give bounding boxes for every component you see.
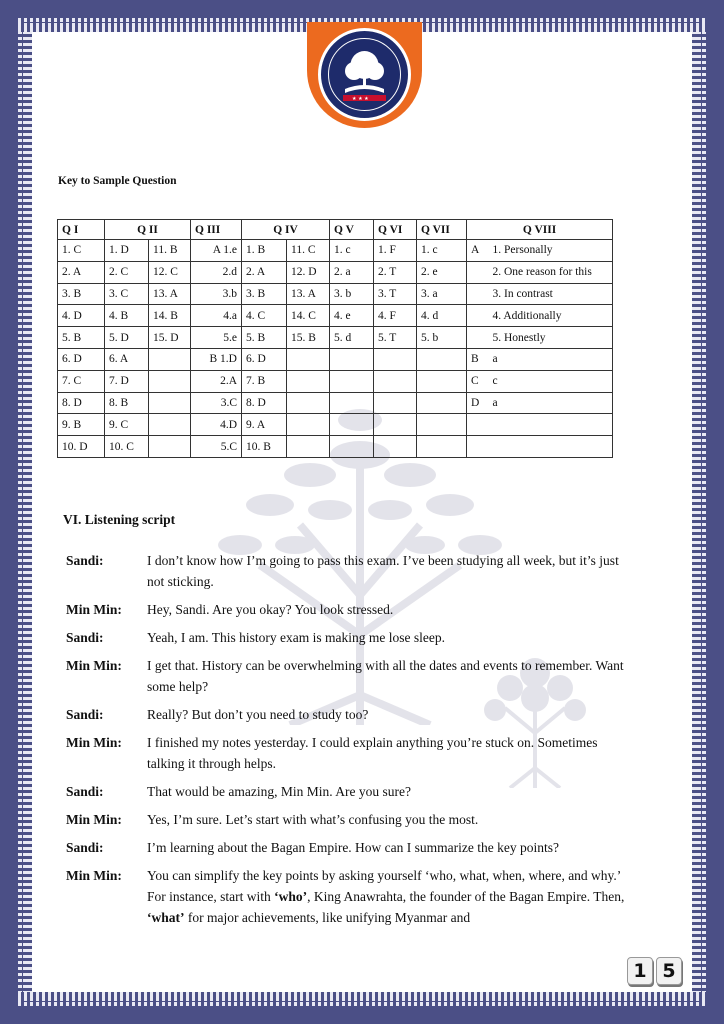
table-row <box>58 327 613 349</box>
table-cell <box>417 392 467 414</box>
table-cell: 4.D <box>191 414 242 436</box>
table-cell <box>330 370 374 392</box>
table-cell: 8. B <box>105 392 149 414</box>
speech: Hey, Sandi. Are you okay? You look stressed. <box>147 602 394 617</box>
table-cell: 8. D <box>242 392 287 414</box>
table-cell: 3. b <box>330 283 374 305</box>
dialogue-line <box>66 704 626 725</box>
logo-emblem <box>318 28 411 121</box>
table-cell: 2. a <box>330 261 374 283</box>
table-cell: 4. e <box>330 305 374 327</box>
table-cell <box>330 414 374 436</box>
dialogue-line <box>66 550 626 592</box>
table-cell: 3. In contrast <box>489 283 613 305</box>
table-cell: 2. One reason for this <box>489 261 613 283</box>
table-cell: 1. B <box>242 240 287 262</box>
page-number-digit: 1 <box>627 957 653 985</box>
table-cell: 5. B <box>242 327 287 349</box>
table-cell <box>149 348 191 370</box>
table-cell <box>417 370 467 392</box>
table-cell: 3.b <box>191 283 242 305</box>
table-cell: A 1.e <box>191 240 242 262</box>
table-cell: 13. A <box>149 283 191 305</box>
table-cell: a <box>489 392 613 414</box>
table-cell <box>489 436 613 458</box>
table-cell: 4.a <box>191 305 242 327</box>
table-cell <box>417 348 467 370</box>
table-cell: 2. A <box>58 261 105 283</box>
table-cell: 9. B <box>58 414 105 436</box>
table-cell <box>374 392 417 414</box>
speech: I don’t know how I’m going to pass this exam. I’ve been studying all week, but it’s just not sticking. <box>147 553 619 589</box>
table-row <box>58 283 613 305</box>
table-cell: 5. T <box>374 327 417 349</box>
speech-part: You can simplify the key points by asking yourself ‘who, what, when, where, and why.’ For instance, start with <box>147 868 621 904</box>
table-cell <box>374 348 417 370</box>
header-q7: Q VII <box>417 220 467 240</box>
table-row <box>58 414 613 436</box>
table-cell <box>330 392 374 414</box>
table-cell: 2.d <box>191 261 242 283</box>
table-cell: 4. d <box>417 305 467 327</box>
table-cell: 2. e <box>417 261 467 283</box>
dialogue-line <box>66 865 626 928</box>
speech-bold: ‘what’ <box>147 910 185 925</box>
table-cell: 5.C <box>191 436 242 458</box>
table-row <box>58 370 613 392</box>
table-cell: 7. C <box>58 370 105 392</box>
table-cell: 1. C <box>58 240 105 262</box>
table-cell <box>417 436 467 458</box>
table-cell: 9. C <box>105 414 149 436</box>
header-q5: Q V <box>330 220 374 240</box>
table-cell <box>374 370 417 392</box>
dialogue-line <box>66 732 626 774</box>
table-cell: 3. T <box>374 283 417 305</box>
table-cell <box>374 436 417 458</box>
header-q6: Q VI <box>374 220 417 240</box>
table-cell: 6. A <box>105 348 149 370</box>
table-cell: c <box>489 370 613 392</box>
table-cell: 5.e <box>191 327 242 349</box>
table-header-row <box>58 220 613 240</box>
table-cell <box>467 261 489 283</box>
speaker: Sandi: <box>66 840 104 855</box>
table-cell: 7. B <box>242 370 287 392</box>
speech-bold: ‘who’ <box>274 889 308 904</box>
table-cell: 1. F <box>374 240 417 262</box>
table-cell: 2. T <box>374 261 417 283</box>
table-cell: 4. C <box>242 305 287 327</box>
table-cell: 9. A <box>242 414 287 436</box>
table-cell: A <box>467 240 489 262</box>
table-cell: 5. B <box>58 327 105 349</box>
header-q2: Q II <box>105 220 191 240</box>
speech: That would be amazing, Min Min. Are you sure? <box>147 784 411 799</box>
speaker: Min Min: <box>66 735 122 750</box>
table-cell: D <box>467 392 489 414</box>
table-row <box>58 305 613 327</box>
table-cell <box>287 414 330 436</box>
table-cell: 1. Personally <box>489 240 613 262</box>
dialogue-line <box>66 809 626 830</box>
dialogue-line <box>66 837 626 858</box>
table-cell: 7. D <box>105 370 149 392</box>
table-cell: B <box>467 348 489 370</box>
table-cell <box>149 370 191 392</box>
answer-key-table <box>57 219 613 458</box>
table-cell: 3. a <box>417 283 467 305</box>
table-row <box>58 348 613 370</box>
table-cell: 5. d <box>330 327 374 349</box>
speaker: Min Min: <box>66 658 122 673</box>
table-cell: 3. B <box>242 283 287 305</box>
table-cell: 15. D <box>149 327 191 349</box>
speech: Yeah, I am. This history exam is making me lose sleep. <box>147 630 445 645</box>
table-cell: 1. D <box>105 240 149 262</box>
speech: I get that. History can be overwhelming with all the dates and events to remember. Want some help? <box>147 658 624 694</box>
speaker: Sandi: <box>66 553 104 568</box>
table-cell: C <box>467 370 489 392</box>
table-cell: 2. C <box>105 261 149 283</box>
table-cell: 2. A <box>242 261 287 283</box>
table-cell <box>489 414 613 436</box>
table-row <box>58 392 613 414</box>
table-cell <box>467 305 489 327</box>
header-q3: Q III <box>191 220 242 240</box>
speech: Yes, I’m sure. Let’s start with what’s confusing you the most. <box>147 812 479 827</box>
table-cell <box>467 327 489 349</box>
table-cell <box>374 414 417 436</box>
table-cell <box>287 348 330 370</box>
speaker: Sandi: <box>66 707 104 722</box>
speech: I finished my notes yesterday. I could explain anything you’re stuck on. Sometimes talking it through helps. <box>147 735 598 771</box>
table-cell <box>467 436 489 458</box>
speaker: Sandi: <box>66 630 104 645</box>
table-cell: 1. c <box>417 240 467 262</box>
table-cell: a <box>489 348 613 370</box>
speaker: Min Min: <box>66 868 122 883</box>
speech: Really? But don’t you need to study too? <box>147 707 369 722</box>
table-cell <box>149 414 191 436</box>
table-cell <box>287 370 330 392</box>
table-cell: 14. B <box>149 305 191 327</box>
table-cell: B 1.D <box>191 348 242 370</box>
table-cell: 13. A <box>287 283 330 305</box>
table-cell: 3. B <box>58 283 105 305</box>
table-cell: 1. c <box>330 240 374 262</box>
table-cell <box>149 436 191 458</box>
table-cell <box>467 414 489 436</box>
table-row <box>58 436 613 458</box>
listening-script <box>66 550 626 935</box>
table-cell <box>149 392 191 414</box>
table-cell: 10. C <box>105 436 149 458</box>
speaker: Sandi: <box>66 784 104 799</box>
table-cell: 3.C <box>191 392 242 414</box>
table-cell: 12. C <box>149 261 191 283</box>
table-cell: 8. D <box>58 392 105 414</box>
table-cell <box>330 348 374 370</box>
speech-part: for major achievements, like unifying Myanmar and <box>184 910 471 925</box>
table-cell: 4. Additionally <box>489 305 613 327</box>
table-cell: 2.A <box>191 370 242 392</box>
speech: I’m learning about the Bagan Empire. How can I summarize the key points? <box>147 840 559 855</box>
dialogue-line <box>66 627 626 648</box>
dialogue-line <box>66 599 626 620</box>
table-cell <box>330 436 374 458</box>
table-cell <box>287 436 330 458</box>
table-cell: 12. D <box>287 261 330 283</box>
table-cell: 10. B <box>242 436 287 458</box>
table-row <box>58 240 613 262</box>
table-cell: 14. C <box>287 305 330 327</box>
table-cell: 11. B <box>149 240 191 262</box>
table-cell: 10. D <box>58 436 105 458</box>
header-q1: Q I <box>58 220 105 240</box>
speech <box>147 865 626 928</box>
key-title: Key to Sample Question <box>58 175 177 187</box>
listening-title: VI. Listening script <box>63 512 176 527</box>
dialogue-line <box>66 655 626 697</box>
logo-tree-icon <box>321 31 408 118</box>
speech-part: , King Anawrahta, the founder of the Bagan Empire. Then, <box>307 889 625 904</box>
table-cell: 4. B <box>105 305 149 327</box>
table-cell: 6. D <box>242 348 287 370</box>
svg-text:★ ★ ★: ★ ★ ★ <box>352 96 369 102</box>
page-number-digit: 5 <box>656 957 682 985</box>
table-cell: 4. D <box>58 305 105 327</box>
dialogue-line <box>66 781 626 802</box>
table-cell: 4. F <box>374 305 417 327</box>
table-cell <box>417 414 467 436</box>
table-cell: 5. D <box>105 327 149 349</box>
speaker: Min Min: <box>66 812 122 827</box>
header-q8: Q VIII <box>467 220 613 240</box>
speaker: Min Min: <box>66 602 122 617</box>
table-cell: 5. b <box>417 327 467 349</box>
table-cell <box>467 283 489 305</box>
table-cell: 5. Honestly <box>489 327 613 349</box>
header-q4: Q IV <box>242 220 330 240</box>
table-cell: 6. D <box>58 348 105 370</box>
table-cell: 3. C <box>105 283 149 305</box>
table-cell <box>287 392 330 414</box>
table-cell: 11. C <box>287 240 330 262</box>
table-row <box>58 261 613 283</box>
table-cell: 15. B <box>287 327 330 349</box>
